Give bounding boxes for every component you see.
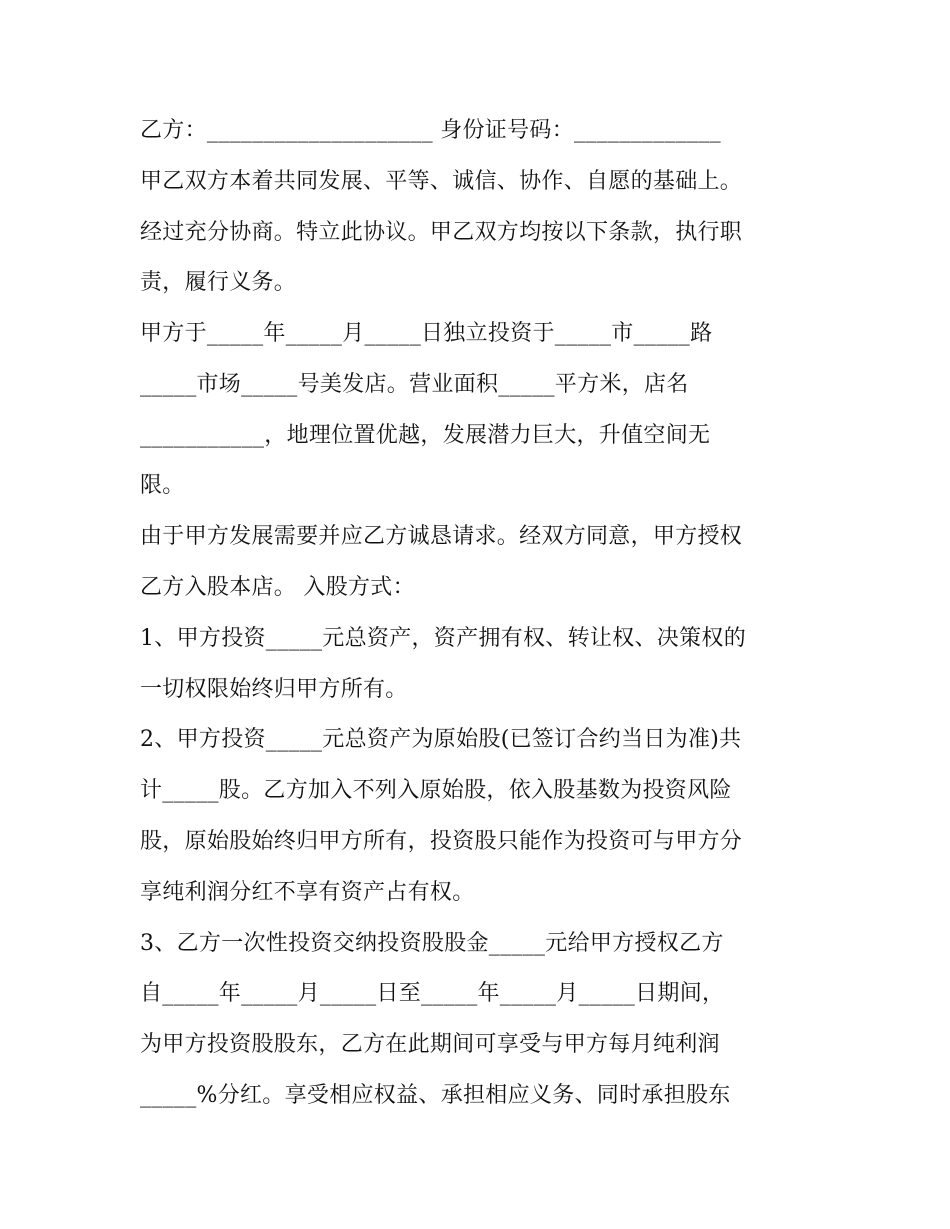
text-line: _____市场_____号美发店。营业面积_____平方米，店名 [140, 372, 689, 397]
text-line: 由于甲方发展需要并应乙方诚恳请求。经双方同意，甲方授权 [140, 524, 743, 549]
text-line: 乙方入股本店。 入股方式： [140, 575, 415, 600]
text-line: 计_____股。乙方加入不列入原始股，依入股基数为投资风险 [140, 778, 732, 803]
text-line: 股，原始股始终归甲方所有，投资股只能作为投资可与甲方分 [140, 829, 743, 854]
text-line: 甲方于_____年_____月_____日独立投资于_____市_____路 [140, 321, 713, 346]
clause-1-line: 1、甲方投资_____元总资产，资产拥有权、转让权、决策权的 [140, 626, 746, 651]
text-line: 为甲方投资股股东，乙方在此期间可享受与甲方每月纯利润 [140, 1032, 720, 1057]
text-line: 甲乙双方本着共同发展、平等、诚信、协作、自愿的基础上。 [140, 169, 743, 194]
clause-3-line: 3、乙方一次性投资交纳投资股股金_____元给甲方授权乙方 [140, 931, 724, 956]
text-line: 经过充分协商。特立此协议。甲乙双方均按以下条款，执行职 [140, 220, 743, 245]
text-line: 限。 [140, 473, 185, 498]
text-line: 自_____年_____月_____日至_____年_____月_____日期间， [140, 981, 725, 1006]
text-line: 一切权限始终归甲方所有。 [140, 677, 408, 702]
text-line: ___________，地理位置优越，发展潜力巨大，升值空间无 [140, 423, 711, 448]
text-line: _____%分红。享受相应权益、承担相应义务、同时承担股东 [140, 1083, 731, 1108]
party-b-line: 乙方：____________________ 身份证号码：_____________ [140, 118, 721, 143]
text-line: 享纯利润分红不享有资产占有权。 [140, 880, 475, 905]
clause-2-line: 2、甲方投资_____元总资产为原始股(已签订合约当日为准)共 [140, 727, 742, 752]
text-line: 责，履行义务。 [140, 270, 297, 295]
